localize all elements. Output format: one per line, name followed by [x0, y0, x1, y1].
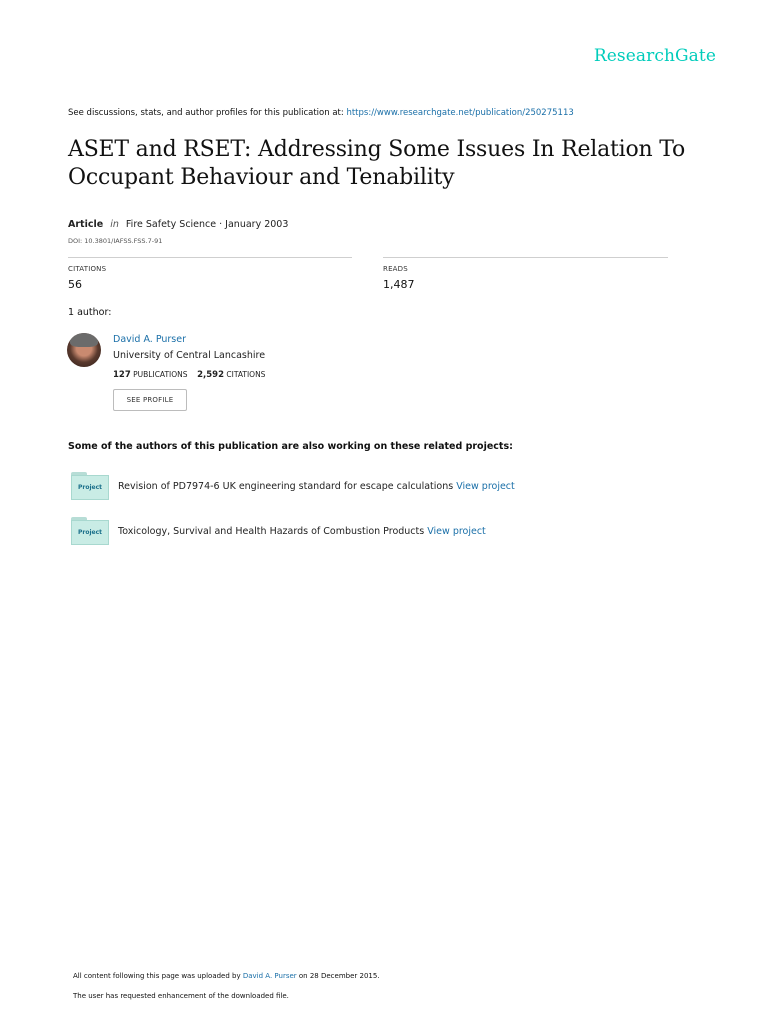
author-avatar[interactable] [67, 333, 101, 367]
project-title: Revision of PD7974-6 UK engineering standard for escape calculations [118, 481, 454, 492]
reads-divider [383, 257, 668, 258]
citations-divider [68, 257, 352, 258]
publication-title: ASET and RSET: Addressing Some Issues In Relation To Occupant Behaviour and Tenability [68, 137, 686, 190]
author-name-link[interactable]: David A. Purser [113, 334, 187, 345]
publication-url-line [68, 108, 574, 118]
related-projects-heading: Some of the authors of this publication are also working on these related projects: [68, 441, 513, 452]
venue-date: Fire Safety Science · January 2003 [125, 219, 289, 230]
upload-note [73, 972, 380, 980]
author-publications-count: 127 [113, 370, 131, 380]
project-icon-label: Project [71, 475, 109, 500]
project-item [118, 481, 515, 492]
see-profile-button[interactable]: SEE PROFILE [113, 389, 187, 411]
enhancement-note: The user has requested enhancement of the downloaded file. [73, 992, 289, 1000]
author-publications-label: PUBLICATIONS [133, 370, 188, 379]
upload-prefix: All content following this page was uploaded by [73, 972, 241, 980]
publication-meta [68, 219, 288, 230]
publication-kind: Article [68, 219, 104, 230]
reads-value: 1,487 [383, 278, 415, 291]
author-stats [113, 370, 265, 380]
uploader-link[interactable]: David A. Purser [242, 972, 297, 980]
in-label: in [110, 219, 119, 230]
project-folder-icon [71, 517, 109, 545]
view-project-link[interactable]: View project [456, 481, 515, 492]
see-discussions-text: See discussions, stats, and author profiles for this publication at: [68, 108, 344, 118]
publication-url-link[interactable]: https://www.researchgate.net/publication/250275113 [346, 108, 574, 118]
author-citations-count: 2,592 [197, 370, 224, 380]
author-citations-label: CITATIONS [226, 370, 266, 379]
upload-suffix: on 28 December 2015. [298, 972, 380, 980]
citations-label: CITATIONS [68, 265, 107, 273]
citations-value: 56 [68, 278, 82, 291]
doi: DOI: 10.3801/IAFSS.FSS.7-91 [68, 237, 163, 245]
project-icon-label: Project [71, 520, 109, 545]
reads-label: READS [383, 265, 408, 273]
researchgate-logo[interactable]: ResearchGate [593, 46, 716, 66]
project-item [118, 526, 486, 537]
author-institution: University of Central Lancashire [113, 350, 266, 361]
project-folder-icon [71, 472, 109, 500]
view-project-link[interactable]: View project [427, 526, 486, 537]
project-title: Toxicology, Survival and Health Hazards of Combustion Products [118, 526, 425, 537]
authors-count: 1 author: [68, 307, 112, 318]
